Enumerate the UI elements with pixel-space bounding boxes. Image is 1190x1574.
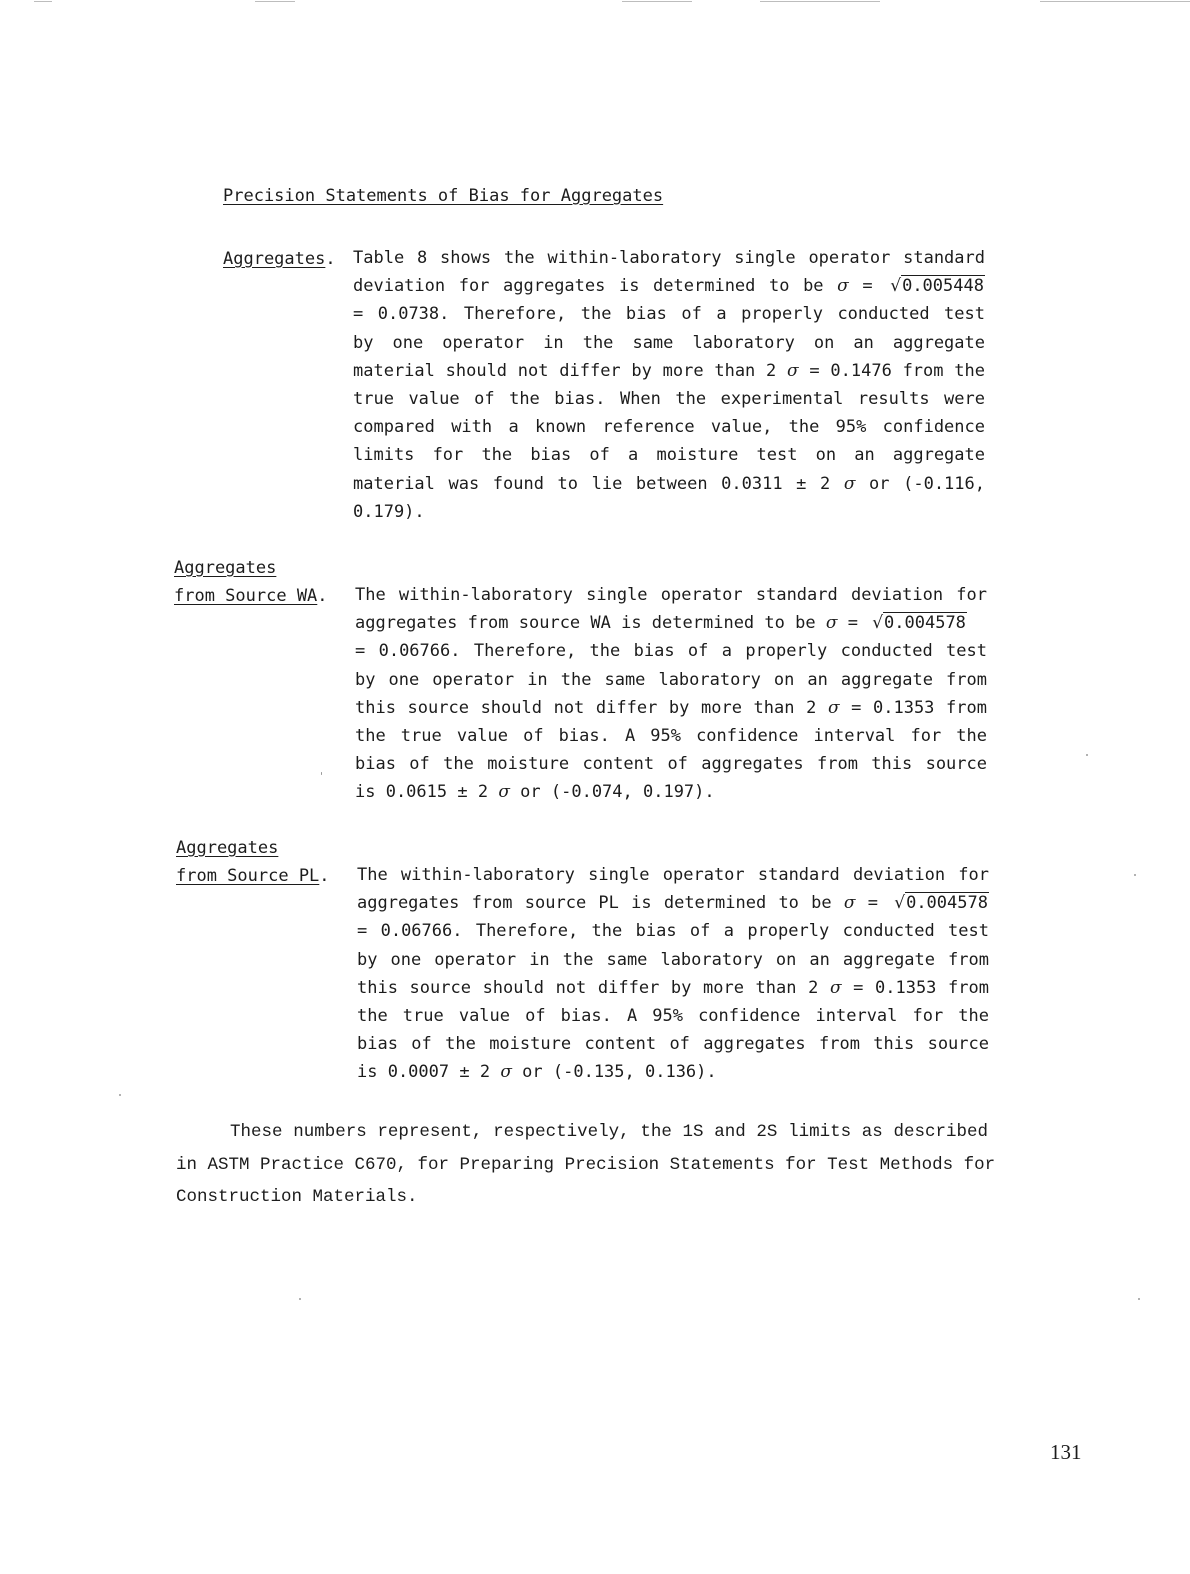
text-line: bias of the moisture content of aggregates from this source xyxy=(355,754,987,775)
text-line: this source should not differ by more than 2 σ = 0.1353 from xyxy=(357,977,989,998)
scan-edge-marks xyxy=(0,0,1190,4)
text-line: aggregates from source WA is determined to be σ = √0.004578 xyxy=(355,609,987,637)
text-line: Construction Materials. xyxy=(176,1187,418,1207)
section-label-source-pl: Aggregates from Source PL. xyxy=(176,838,330,886)
text-line: The within-laboratory single operator standard deviation for xyxy=(355,585,987,605)
text-line: material was found to lie between 0.0311 ± 2 σ or (-0.116, xyxy=(353,473,985,494)
text-line: this source should not differ by more than 2 σ = 0.1353 from xyxy=(355,697,987,718)
text-line: in ASTM Practice C670, for Preparing Precision Statements for Test Methods for xyxy=(176,1154,996,1175)
text-line: These numbers represent, respectively, the 1S and 2S limits as described xyxy=(230,1122,988,1142)
text-line: limits for the bias of a moisture test on an aggregate xyxy=(353,445,985,466)
paragraph-source-wa xyxy=(355,581,987,807)
paragraph-aggregates xyxy=(353,244,985,526)
square-root-expression: √0.004578 xyxy=(894,893,988,914)
square-root-expression: √0.005448 xyxy=(890,276,984,297)
text-line: 0.179). xyxy=(353,501,425,522)
page-number: 131 xyxy=(1050,1440,1082,1464)
text-line: the true value of bias. A 95% confidence interval for the xyxy=(357,1006,989,1027)
text-line: deviation for aggregates is determined to be σ = √0.005448 xyxy=(353,272,985,300)
section-label-aggregates: Aggregates. xyxy=(223,249,336,269)
section-label-source-wa: Aggregates from Source WA. xyxy=(174,558,328,606)
text-line: compared with a known reference value, the 95% confidence xyxy=(353,417,985,438)
scan-speck xyxy=(1086,754,1088,756)
closing-paragraph xyxy=(176,1116,996,1214)
text-line: Table 8 shows the within-laboratory single operator standard xyxy=(353,248,985,268)
text-line: = 0.06766. Therefore, the bias of a properly conducted test xyxy=(355,641,987,662)
text-line: is 0.0007 ± 2 σ or (-0.135, 0.136). xyxy=(357,1062,717,1083)
paragraph-source-pl xyxy=(357,861,989,1087)
text-line: by one operator in the same laboratory on an aggregate xyxy=(353,332,985,353)
scan-speck xyxy=(299,1298,301,1300)
square-root-expression: √0.004578 xyxy=(872,613,966,634)
scan-speck xyxy=(321,772,322,775)
text-line: The within-laboratory single operator standard deviation for xyxy=(357,865,989,885)
text-line: = 0.06766. Therefore, the bias of a properly conducted test xyxy=(357,921,989,942)
scan-speck xyxy=(119,1094,121,1096)
text-line: true value of the bias. When the experimental results were xyxy=(353,389,985,410)
scan-speck xyxy=(1134,874,1136,876)
text-line: aggregates from source PL is determined to be σ = √0.004578 xyxy=(357,889,989,917)
scan-speck xyxy=(1138,1298,1140,1300)
text-line: by one operator in the same laboratory on an aggregate from xyxy=(355,669,987,690)
text-line: bias of the moisture content of aggregates from this source xyxy=(357,1034,989,1055)
text-line: by one operator in the same laboratory on an aggregate from xyxy=(357,949,989,970)
text-line: material should not differ by more than 2 σ = 0.1476 from the xyxy=(353,360,985,381)
text-line: is 0.0615 ± 2 σ or (-0.074, 0.197). xyxy=(355,782,715,803)
text-line: the true value of bias. A 95% confidence interval for the xyxy=(355,726,987,747)
text-line: = 0.0738. Therefore, the bias of a properly conducted test xyxy=(353,304,985,325)
section-title: Precision Statements of Bias for Aggregates xyxy=(223,186,664,206)
